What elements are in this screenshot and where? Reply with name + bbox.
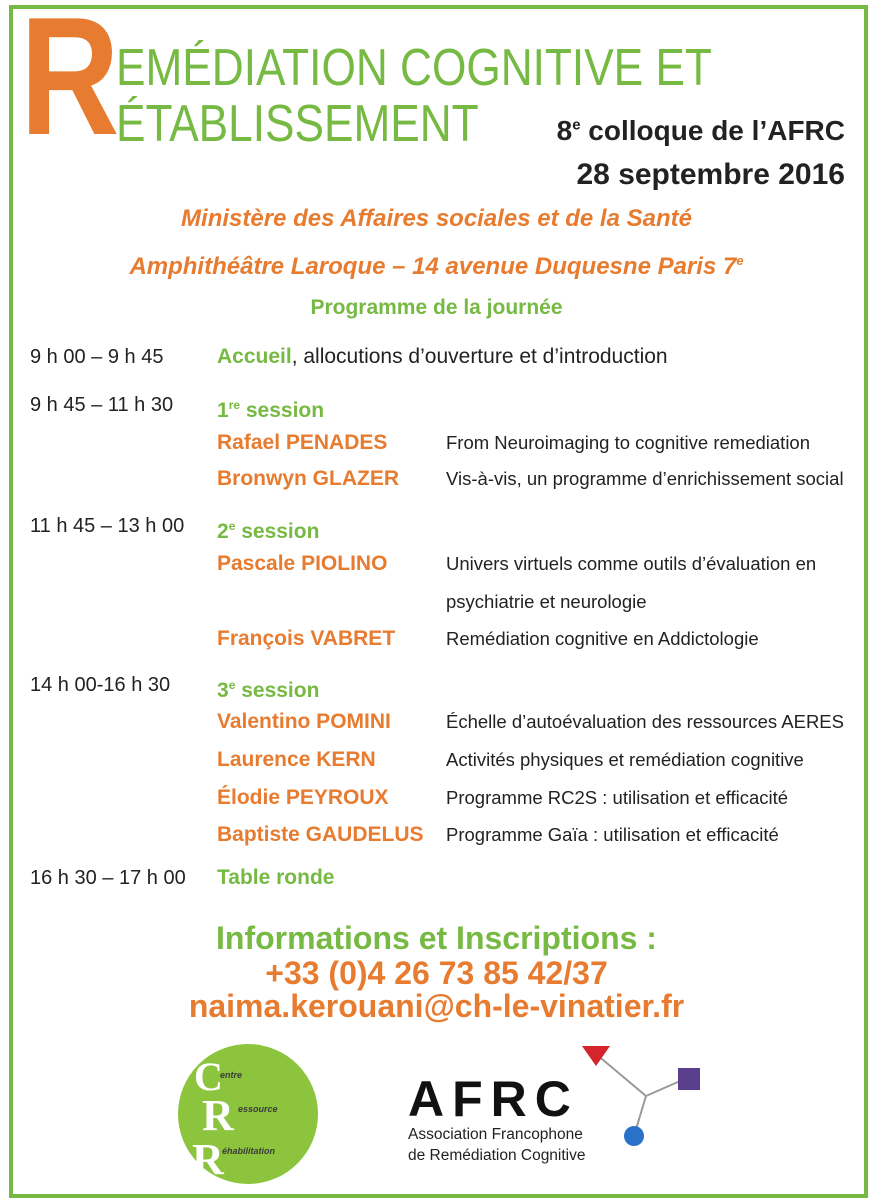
info-email: naima.kerouani@ch-le-vinatier.fr <box>188 988 685 1024</box>
talk-row <box>0 624 873 654</box>
talk-title: Programme RC2S : utilisation et efficacité <box>446 787 789 808</box>
session-number: 3 <box>217 679 229 702</box>
colloque-number: 8 <box>556 115 573 146</box>
speaker-name: François VABRET <box>217 627 396 650</box>
talk-row <box>0 428 873 458</box>
talk-title: Échelle d’autoévaluation des ressources AERES <box>446 711 844 732</box>
session-superscript: re <box>228 398 241 412</box>
accueil-description: , allocutions d’ouverture et d’introduction <box>291 345 668 368</box>
crr-logo <box>172 1042 322 1192</box>
talk-row-continuation <box>0 587 873 617</box>
info-phone: +33 (0)4 26 73 85 42/37 <box>265 955 608 991</box>
programme-heading: Programme de la journée <box>310 296 563 319</box>
session-label: session <box>235 679 320 702</box>
session-number: 2 <box>217 520 229 543</box>
talk-title: Activités physiques et remédiation cognitive <box>446 749 804 770</box>
event-date: 28 septembre 2016 <box>576 158 845 191</box>
table-ronde-label: Table ronde <box>217 866 335 889</box>
crr-letter-c: C <box>194 1054 223 1099</box>
schedule-row-session-2 <box>0 511 873 541</box>
crr-text-line1: entre <box>220 1070 243 1080</box>
talk-title: Vis-à-vis, un programme d’enrichissement social <box>446 468 844 489</box>
crr-text-line3: éhabilitation <box>222 1146 276 1156</box>
venue-ministry: Ministère des Affaires sociales et de la Santé <box>181 205 692 232</box>
crr-letter-r2: R <box>192 1135 224 1184</box>
afrc-logo-text: AFRC <box>408 1071 579 1127</box>
session-2-heading <box>217 511 319 547</box>
session-1-heading <box>217 390 324 426</box>
session-number: 1 <box>217 399 229 422</box>
talk-title: Programme Gaïa : utilisation et efficacité <box>446 824 779 845</box>
talk-title: Remédiation cognitive en Addictologie <box>446 628 759 649</box>
title-line-1: EMÉDIATION COGNITIVE ET <box>116 39 712 97</box>
crr-text-line2: essource <box>238 1104 278 1114</box>
talk-row <box>0 707 873 737</box>
time-slot: 9 h 00 – 9 h 45 <box>30 346 164 368</box>
colloque-superscript: e <box>572 116 581 134</box>
time-slot: 11 h 45 – 13 h 00 <box>30 515 185 537</box>
schedule-row-table-ronde <box>0 863 873 893</box>
schedule-row-accueil <box>0 342 873 372</box>
crr-letter-r1: R <box>202 1091 234 1140</box>
accueil-label: Accueil <box>217 345 292 368</box>
talk-title: Univers virtuels comme outils d’évaluation en <box>446 553 817 574</box>
talk-row <box>0 820 873 850</box>
session-superscript: e <box>228 678 236 692</box>
venue-address-text: Amphithéâtre Laroque – 14 avenue Duquesne Paris 7 <box>129 253 737 280</box>
time-slot: 16 h 30 – 17 h 00 <box>30 867 186 889</box>
speaker-name: Laurence KERN <box>217 748 376 771</box>
venue-address-superscript: e <box>736 253 744 268</box>
purple-square-icon <box>678 1068 700 1090</box>
session-label: session <box>235 520 320 543</box>
session-3-heading <box>217 670 319 706</box>
speaker-name: Baptiste GAUDELUS <box>217 823 424 846</box>
time-slot: 9 h 45 – 11 h 30 <box>30 394 174 416</box>
afrc-subtitle-line2: de Remédiation Cognitive <box>408 1147 586 1164</box>
talk-row <box>0 745 873 775</box>
blue-circle-icon <box>624 1126 644 1146</box>
colloque-text: colloque de l’AFRC <box>580 115 845 146</box>
time-slot: 14 h 00-16 h 30 <box>30 674 171 696</box>
talk-title-continued: psychiatrie et neurologie <box>446 591 647 612</box>
info-heading: Informations et Inscriptions : <box>216 920 657 956</box>
speaker-name: Élodie PEYROUX <box>217 786 389 809</box>
speaker-name: Pascale PIOLINO <box>217 552 388 575</box>
title-initial-letter: R <box>20 0 120 170</box>
title-line-2: ÉTABLISSEMENT <box>116 95 479 153</box>
session-label: session <box>240 399 325 422</box>
accueil-heading <box>217 342 668 372</box>
talk-title: From Neuroimaging to cognitive remediation <box>446 432 811 453</box>
afrc-subtitle-line1: Association Francophone <box>408 1126 583 1143</box>
talk-row <box>0 549 873 579</box>
schedule-row-session-1 <box>0 390 873 420</box>
talk-row <box>0 783 873 813</box>
speaker-name: Valentino POMINI <box>217 710 391 733</box>
talk-row <box>0 464 873 494</box>
session-superscript: e <box>228 519 236 533</box>
afrc-connector-line <box>596 1054 646 1096</box>
speaker-name: Bronwyn GLAZER <box>217 467 399 490</box>
schedule-row-session-3 <box>0 670 873 700</box>
speaker-name: Rafael PENADES <box>217 431 388 454</box>
